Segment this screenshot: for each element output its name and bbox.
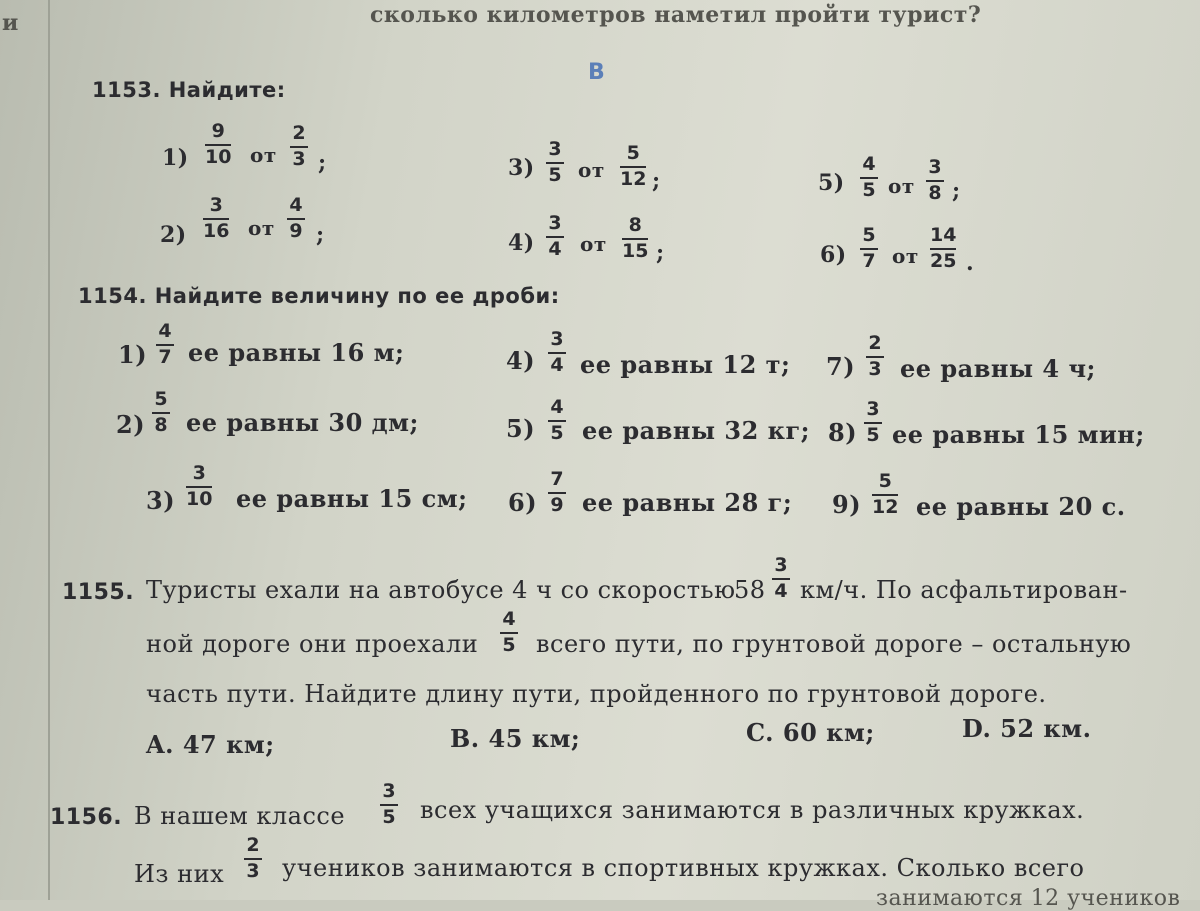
p1153-end-mark: . — [966, 250, 975, 276]
p1154-fraction: 3 10 — [186, 462, 213, 510]
p1154-item-text: ее равны 30 дм; — [186, 408, 419, 437]
p1153-of-word: от — [580, 232, 607, 256]
p1153-fraction: 3 8 — [926, 158, 944, 204]
p1155-line1-end: км/ч. По асфальтирован- — [800, 576, 1128, 604]
p1154-fraction: 4 5 — [548, 398, 566, 444]
p1154-fraction: 5 8 — [152, 390, 170, 436]
p1154-item-text: ее равны 16 м; — [188, 338, 405, 367]
p1153-fraction: 2 3 — [290, 124, 308, 170]
problem-1154-title: 1154. Найдите величину по ее дроби: — [78, 284, 560, 308]
p1155-line2-start: ной дороге они проехали — [146, 630, 479, 658]
p1153-fraction: 14 25 — [930, 224, 957, 272]
p1155-fraction: 4 5 — [500, 610, 518, 656]
p1153-of-word: от — [578, 158, 605, 182]
p1154-item-num: 1) — [118, 340, 148, 369]
p1156-line2-end: учеников занимаются в спортивных кружках. Сколько всего — [282, 854, 1085, 882]
p1153-end-mark: ; — [318, 150, 327, 176]
p1154-item-num: 8) — [828, 418, 858, 447]
p1153-fraction: 3 16 — [203, 194, 230, 242]
p1153-fraction: 4 5 — [860, 155, 878, 201]
p1155-answer-b: B. 45 км; — [450, 724, 581, 753]
p1154-fraction: 4 7 — [156, 322, 174, 368]
p1156-line2-start: Из них — [134, 860, 225, 888]
p1154-item-num: 6) — [508, 488, 538, 517]
p1153-end-mark: ; — [656, 240, 665, 266]
p1155-mixed-whole: 58 — [734, 576, 766, 604]
p1154-item-text: ее равны 15 мин; — [892, 420, 1145, 449]
p1156-line1-start: В нашем классе — [134, 802, 346, 830]
p1153-fraction: 8 15 — [622, 214, 649, 262]
problem-1153-title: 1153. Найдите: — [92, 78, 286, 102]
edge-character: и — [2, 10, 19, 36]
p1156-cut-line: занимаются 12 учеников — [876, 886, 1181, 911]
p1153-end-mark: ; — [316, 222, 325, 248]
p1153-end-mark: ; — [952, 178, 961, 204]
p1154-item-num: 4) — [506, 346, 536, 375]
p1154-item-text: ее равны 32 кг; — [582, 416, 811, 445]
p1154-item-num: 5) — [506, 414, 536, 443]
p1153-item-num: 3) — [508, 155, 535, 181]
problem-1156-number: 1156. — [50, 805, 123, 830]
p1153-item-num: 4) — [508, 230, 535, 256]
p1154-item-text: ее равны 20 с. — [916, 492, 1126, 521]
p1153-fraction: 3 5 — [546, 140, 564, 186]
p1153-of-word: от — [250, 143, 277, 167]
p1153-of-word: от — [248, 216, 275, 240]
p1156-fraction: 3 5 — [380, 782, 398, 828]
top-cut-line: сколько километров наметил пройти турист? — [370, 2, 982, 28]
p1154-fraction: 2 3 — [866, 334, 884, 380]
p1154-item-num: 7) — [826, 352, 856, 381]
p1153-item-num: 6) — [820, 242, 847, 268]
p1153-end-mark: ; — [652, 168, 661, 194]
p1153-fraction: 5 12 — [620, 142, 647, 190]
p1156-line1-end: всех учащихся занимаются в различных кружках. — [420, 796, 1085, 824]
p1154-item-text: ее равны 15 см; — [236, 484, 468, 513]
p1154-item-text: ее равны 28 г; — [582, 488, 793, 517]
p1153-item-num: 2) — [160, 222, 187, 248]
p1153-item-num: 1) — [162, 145, 189, 171]
p1153-of-word: от — [892, 244, 919, 268]
p1153-of-word: от — [888, 174, 915, 198]
p1153-fraction: 3 4 — [546, 214, 564, 260]
p1154-fraction: 7 9 — [548, 470, 566, 516]
p1155-line2-end: всего пути, по грунтовой дороге – остальную — [536, 630, 1132, 658]
p1153-fraction: 4 9 — [287, 196, 305, 242]
p1154-item-num: 3) — [146, 486, 176, 515]
p1153-fraction: 5 7 — [860, 226, 878, 272]
p1155-line3: часть пути. Найдите длину пути, пройденного по грунтовой дороге. — [146, 680, 1047, 708]
p1154-item-num: 2) — [116, 410, 146, 439]
p1153-fraction: 9 10 — [205, 120, 232, 168]
p1154-fraction: 3 5 — [864, 400, 882, 446]
section-letter: В — [588, 60, 606, 85]
p1154-item-text: ее равны 12 т; — [580, 350, 791, 379]
p1155-answer-a: A. 47 км; — [146, 730, 275, 759]
p1154-item-text: ее равны 4 ч; — [900, 354, 1096, 383]
p1155-answer-d: D. 52 км. — [962, 714, 1092, 743]
page-margin-line — [48, 0, 50, 900]
problem-1155-number: 1155. — [62, 580, 135, 605]
p1154-fraction: 5 12 — [872, 470, 899, 518]
p1153-item-num: 5) — [818, 170, 845, 196]
p1154-fraction: 3 4 — [548, 330, 566, 376]
p1155-line1-start: Туристы ехали на автобусе 4 ч со скоростью — [146, 576, 736, 604]
p1155-mixed-fraction: 3 4 — [772, 556, 790, 602]
p1155-answer-c: C. 60 км; — [746, 718, 875, 747]
p1154-item-num: 9) — [832, 490, 862, 519]
p1156-fraction: 2 3 — [244, 836, 262, 882]
